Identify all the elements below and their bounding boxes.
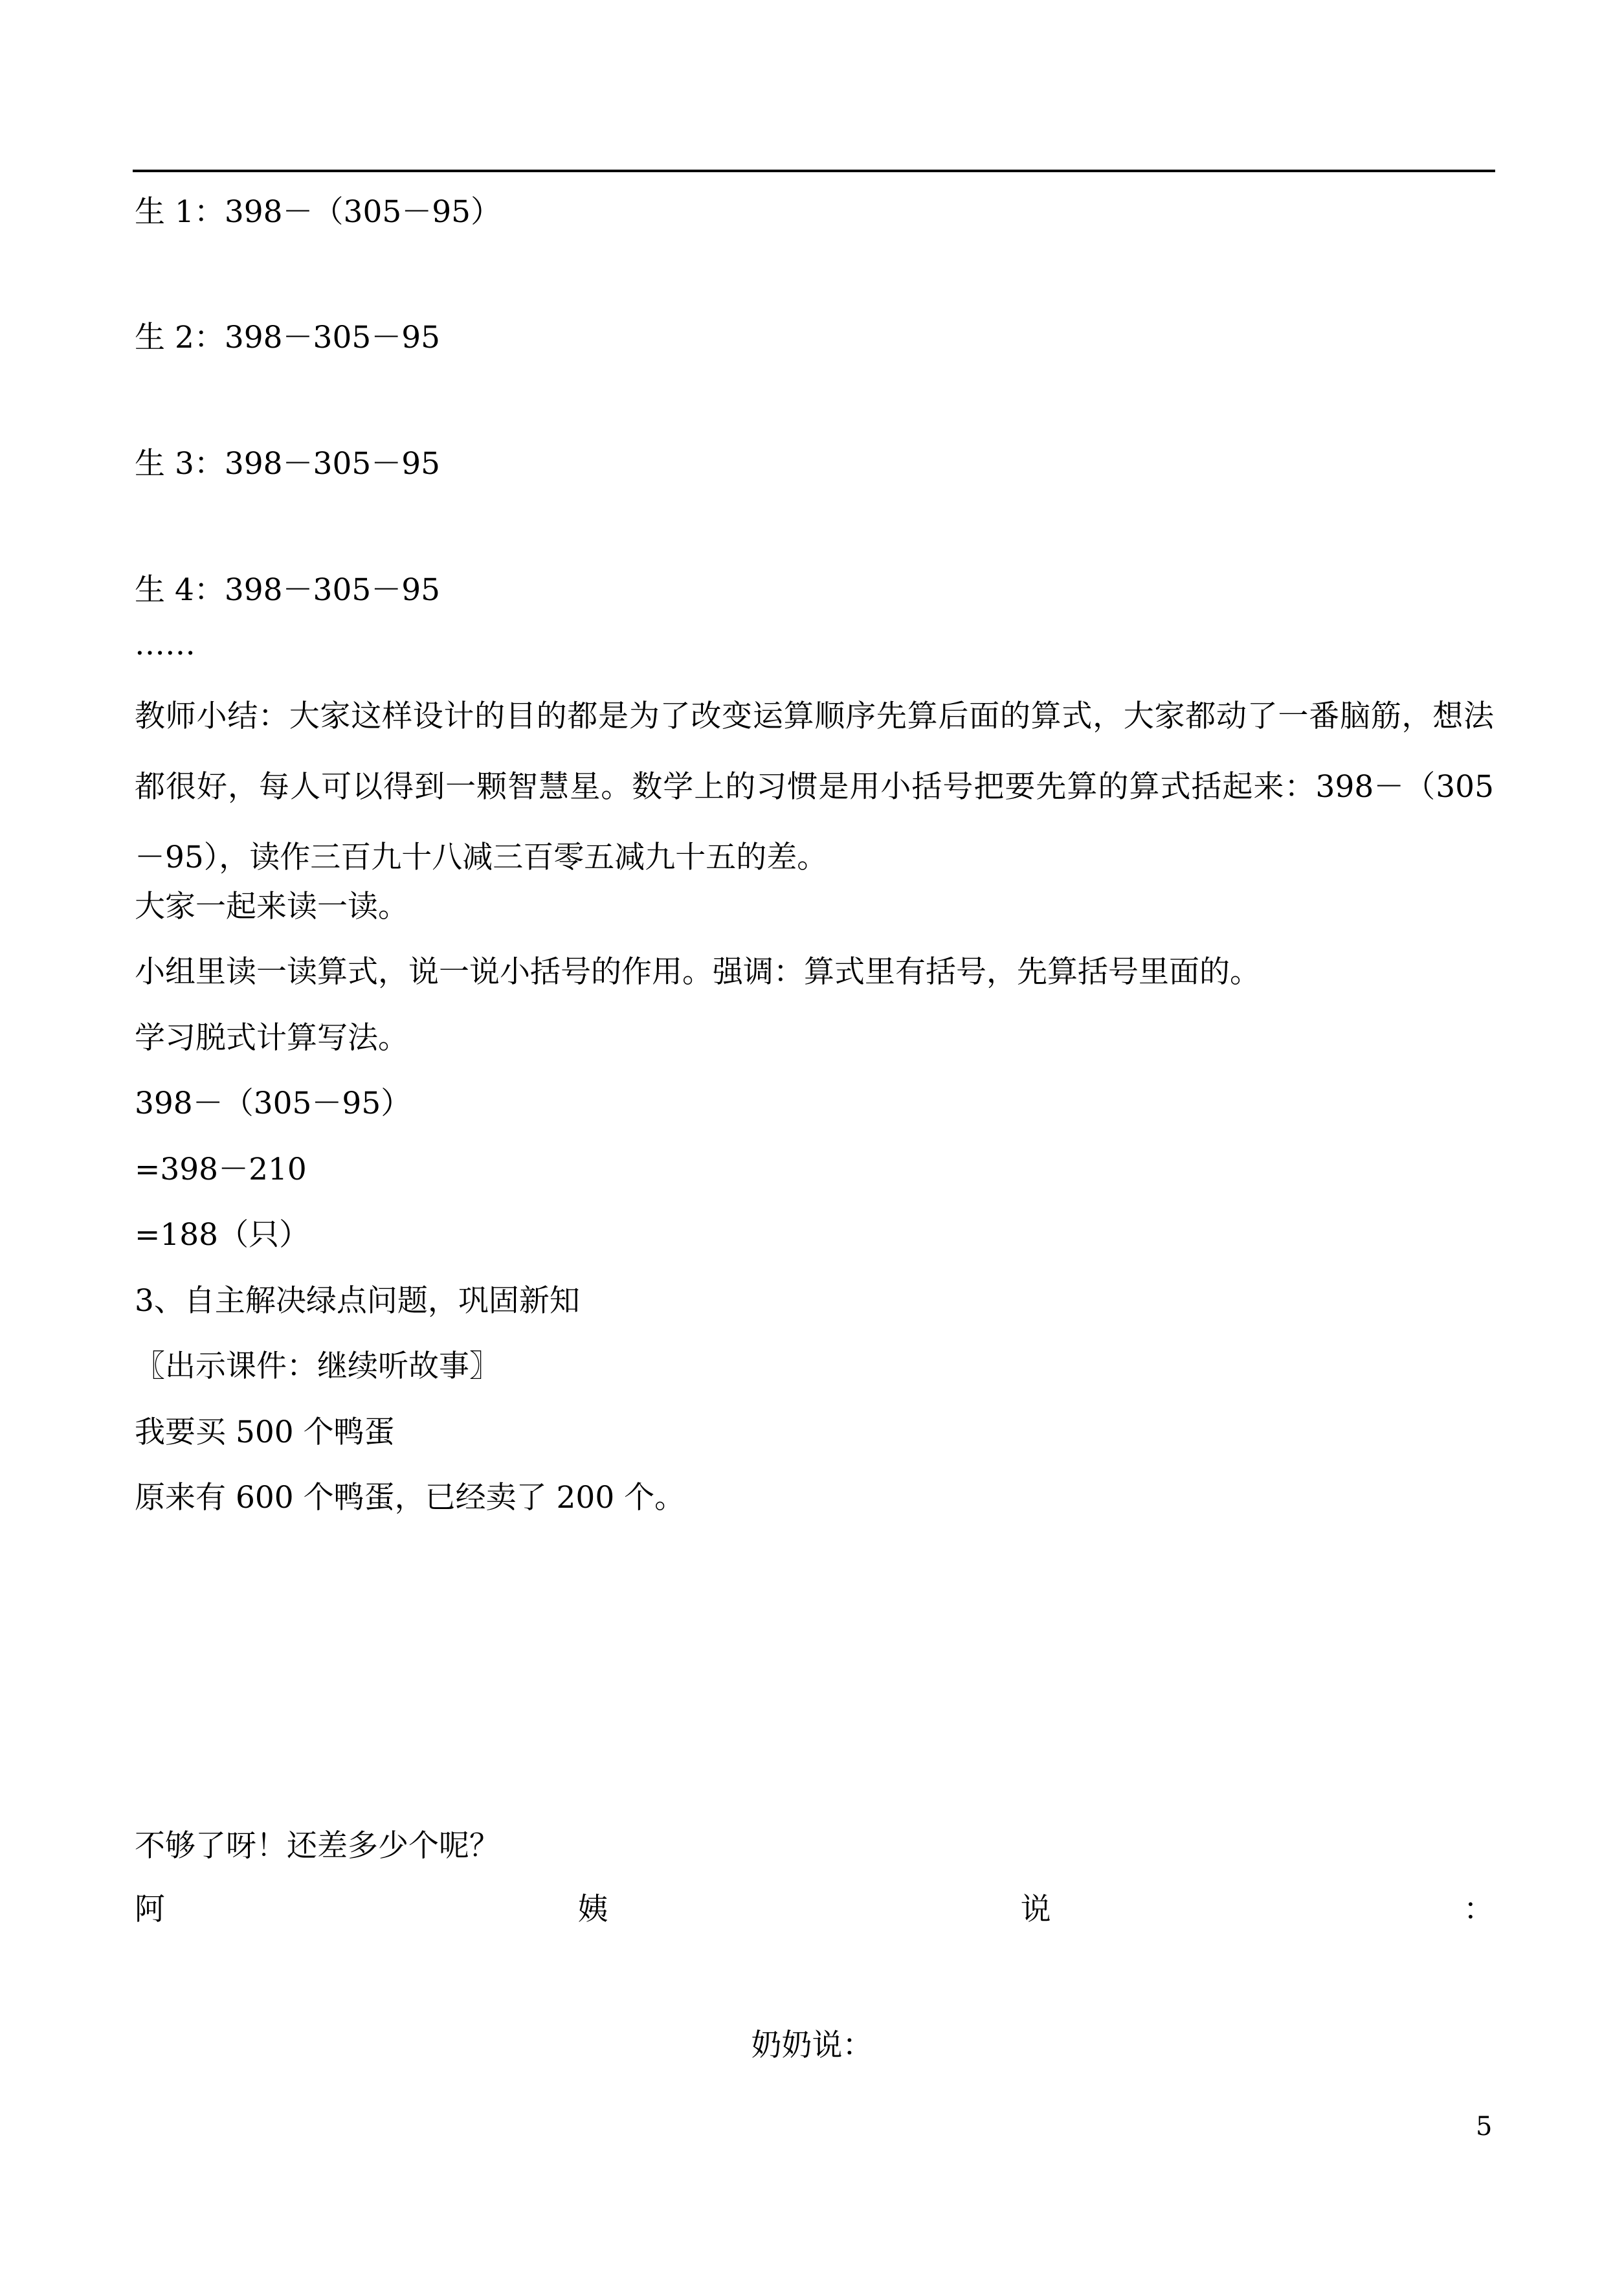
aunt-says-char-3: 说 xyxy=(1020,1892,1051,1927)
courseware-note: 〖出示课件：继续听故事〗 xyxy=(135,1348,500,1384)
student-answer-4: 生 4：398－305－95 xyxy=(135,572,441,608)
aunt-says-char-1: 阿 xyxy=(135,1892,165,1927)
text-line-step-calc: 学习脱式计算写法。 xyxy=(135,1020,408,1056)
story-line-sold: 原来有 600 个鸭蛋，已经卖了 200 个。 xyxy=(135,1480,685,1516)
calc-step-1: 398－（305－95） xyxy=(135,1086,412,1121)
student-answer-2: 生 2：398－305－95 xyxy=(135,320,441,355)
text-line-read-together: 大家一起来读一读。 xyxy=(135,889,408,924)
question-line: 不够了呀！还差多少个呢？ xyxy=(135,1828,500,1864)
story-line-buy: 我要买 500 个鸭蛋 xyxy=(135,1415,395,1450)
grandma-says-line: 奶奶说： xyxy=(751,2028,873,2063)
student-answer-3: 生 3：398－305－95 xyxy=(135,446,441,482)
header-rule xyxy=(133,170,1495,172)
aunt-says-colon: ： xyxy=(1463,1892,1494,1927)
student-answer-1: 生 1：398－（305－95） xyxy=(135,194,502,230)
teacher-summary: 教师小结：大家这样设计的目的都是为了改变运算顺序先算后面的算式，大家都动了一番脑筋，想法都很好，每人可以得到一颗智慧星。数学上的习惯是用小括号把要先算的算式括起来：398－（305－95），读作三百九十八减三百零五减九十五的差。 xyxy=(135,699,1494,875)
calc-step-3: =188（只） xyxy=(135,1217,310,1253)
page-number: 5 xyxy=(1476,2112,1493,2142)
aunt-says-line xyxy=(135,1890,1494,1929)
text-line-group-reading: 小组里读一读算式，说一说小括号的作用。强调：算式里有括号，先算括号里面的。 xyxy=(135,954,1260,990)
ellipsis: …… xyxy=(135,627,195,662)
section-heading-3: 3、自主解决绿点问题，巩固新知 xyxy=(135,1283,580,1319)
aunt-says-char-2: 姨 xyxy=(577,1892,608,1927)
calc-step-2: =398－210 xyxy=(135,1152,307,1187)
